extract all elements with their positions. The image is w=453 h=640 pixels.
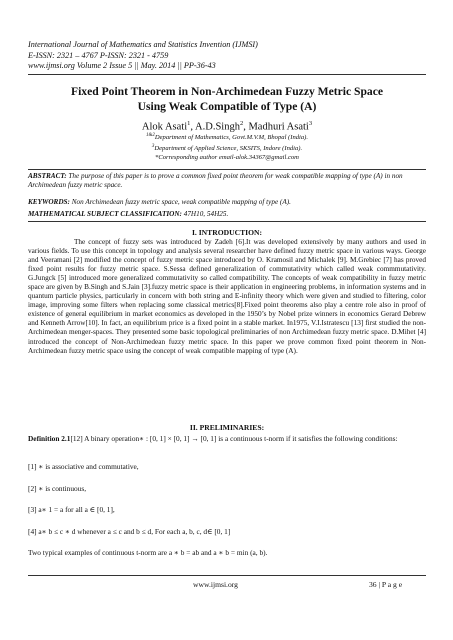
msc-text: 47H10, 54H25. — [181, 210, 229, 218]
msc-label: MATHEMATICAL SUBJECT CLASSIFICATION: — [28, 210, 182, 218]
corresponding-author: *Corresponding author email-alok.34367@gmail.com — [155, 153, 299, 161]
t-norm-examples: Two typical examples of continuous t-norm are a ∗ b = ab and a ∗ b = min (a, b). — [28, 548, 268, 557]
abstract-bottom-rule — [28, 221, 426, 222]
footer-rule — [28, 575, 426, 576]
keywords-text: Non Archimedean fuzzy metric space, weak compatible mapping of type (A). — [69, 198, 291, 206]
introduction-body — [28, 238, 426, 356]
title-line-1: Fixed Point Theorem in Non-Archimedean Fuzzy Metric Space — [70, 85, 384, 98]
page-number: 36 | P a g e — [369, 580, 403, 589]
abstract-label: ABSTRACT: — [28, 172, 67, 180]
definition-2-1 — [28, 434, 426, 443]
author-3-sup: 3 — [308, 120, 313, 127]
condition-2: [2] ∗ is continuous, — [28, 484, 87, 493]
affiliations — [28, 132, 426, 162]
author-2-sup: 2 — [239, 120, 244, 127]
affiliation-1-sup: 1&2 — [145, 133, 155, 138]
affiliation-2-sup: 3 — [151, 143, 155, 149]
author-2: , A.D.Singh — [190, 121, 240, 133]
subject-classification — [28, 210, 426, 219]
affiliation-2 — [28, 143, 426, 154]
journal-header — [28, 40, 428, 72]
author-3: , Madhuri Asati — [243, 121, 309, 133]
author-1: Alok Asati — [141, 121, 188, 133]
condition-1: [1] ∗ is associative and commutative, — [28, 462, 139, 471]
definition-text: [12] A binary operation∗ : [0, 1] × [0, 1] → [0, 1] is a continuous t-norm if it satisfies the following conditions: — [70, 434, 398, 443]
abstract-text: The purpose of this paper is to prove a common fixed point theorem for weak compatible mapping of type (A) in non Archimedean fuzzy metric space. — [28, 172, 403, 190]
affiliation-1 — [28, 132, 426, 143]
definition-label: Definition 2.1 — [28, 434, 71, 443]
condition-3: [3] a∗ 1 = a for all a ∈ [0, 1], — [28, 505, 115, 514]
header-rule — [28, 74, 426, 75]
journal-volume: www.ijmsi.org Volume 2 Issue 5 || May. 2014 || PP-36-43 — [28, 61, 216, 70]
author-1-sup: 1 — [187, 120, 191, 127]
keywords — [28, 198, 426, 207]
section-heading-preliminaries: II. PRELIMINARIES: — [189, 423, 265, 432]
journal-issn: E-ISSN: 2321 – 4767 P-ISSN: 2321 - 4759 — [28, 50, 169, 60]
journal-name: International Journal of Mathematics and Statistics Invention (IJMSI) — [28, 40, 258, 49]
introduction-paragraph: The concept of fuzzy sets was introduced by Zadeh [6].It was developed extensively by many authors and used in various fields. To use this concept in topology and analysis several researcher have defined fuzzy metric space in various ways. George and Veeramani [2] modified the concept of fuzzy metric space introduced by O. Kramosil and Michalek [9]. M.Grebiec [7] has proved fixed point results for fuzzy metric space. S.Sessa defined generalization of commutativity which called weak commmutativity. G.Jungck [5] introduced more generalized commutativity so called compatibility. The concepts of weak compatibility in fuzzy metric space are given by B.Singh and S.Jain [3].fuzzy metric space is their application in engineering problems, in information systems and in quantum particle physics, particularly in concern with both string and E-infinity theory which were given and studied to filtering, color image, improving some filters when replacing some classical metrics[8].Fixed point theorems also play a centre role also in proof of existence of general equilibrium in market economics as developed in the 1950’s by Nobel prize winners in economics Gerard Debrew and Kenneth Arrow[10]. In fact, an equilibrium price is a fixed point in a stable market. In1975, V.I.Istratescu [13] first studied the non-Archimedean menger-spaces. They presented some basic topological preliminaries of non Archimedean fuzzy metric space. D.Mihet [4] introduced the concept of Non-Archimedean fuzzy metric space. In this paper we prove common fixed point theorem in Non-Archimedean fuzzy metric space using the concept of weak compatible mapping of type (A). — [28, 238, 426, 355]
affiliation-2-text: Department of Applied Science, SKSITS, Indore (India). — [154, 144, 303, 152]
condition-4: [4] a∗ b ≤ c ∗ d whenever a ≤ c and b ≤ d, For each a, b, c, d∈ [0, 1] — [28, 527, 231, 536]
affiliation-1-text: Department of Mathematics, Govt.M.V.M, Bhopal (India). — [154, 134, 309, 142]
section-heading-introduction: I. INTRODUCTION: — [191, 228, 263, 237]
keywords-label: KEYWORDS: — [28, 198, 70, 206]
abstract — [28, 172, 426, 191]
footer-url[interactable]: www.ijmsi.org — [193, 580, 238, 589]
paper-title — [28, 84, 426, 114]
title-line-2: Using Weak Compatible of Type (A) — [137, 100, 317, 113]
abstract-top-rule — [28, 169, 426, 170]
